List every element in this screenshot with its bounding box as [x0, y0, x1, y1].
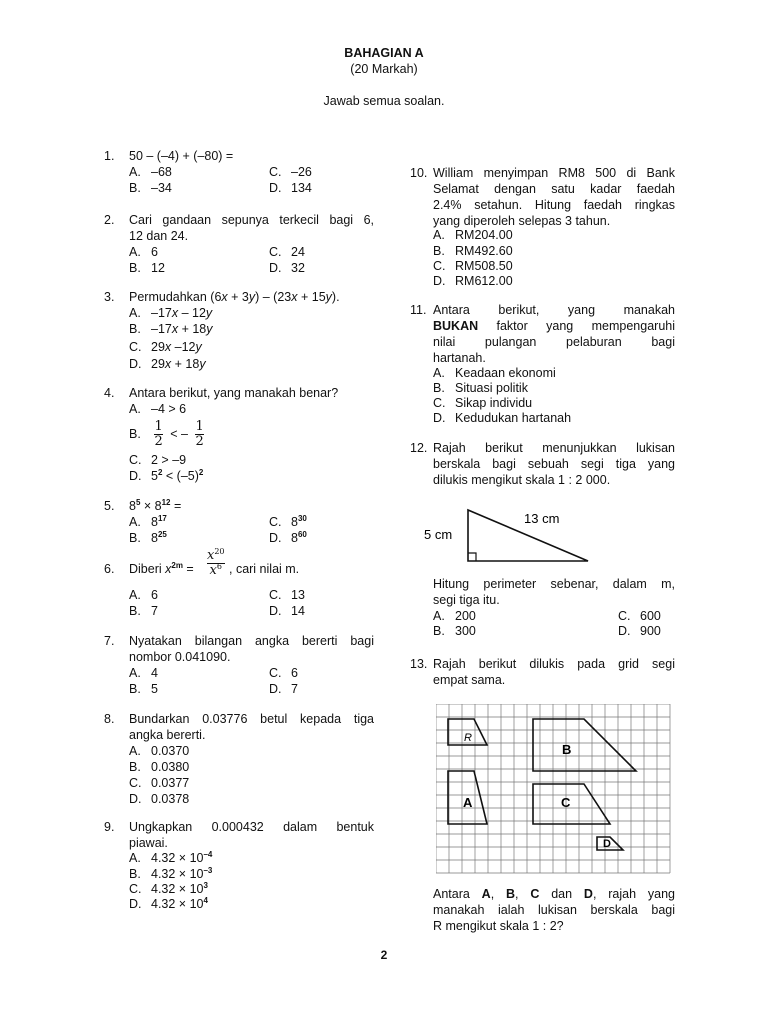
question-number: 10.: [410, 166, 428, 180]
option-d: D. 0.0378: [129, 792, 190, 806]
question-text: , cari nilai m.: [229, 562, 300, 576]
option-b: B. 7: [129, 604, 158, 618]
option-b: B. $\frac{1}{2}$ < – $\frac{1}{2}$: [129, 419, 204, 449]
question-text: Rajah berikut menunjukkan lukisan: [433, 441, 675, 455]
question-text: Ungkapkan 0.000432 dalam bentuk: [129, 820, 374, 834]
option-b: B. –34: [129, 181, 172, 195]
question-13: [410, 657, 675, 937]
option-c: C. $4.32 \times 10^3$: [129, 881, 208, 896]
question-text: piawai.: [129, 836, 168, 850]
option-c: C. 0.0377: [129, 776, 190, 790]
question-text: BUKAN faktor yang mempengaruhi: [433, 319, 675, 333]
option-c: C. $8^{30}$: [269, 514, 307, 529]
section-title: BAHAGIAN A: [344, 46, 424, 60]
option-a: A. 200: [433, 609, 476, 623]
question-text: $8^5 \times 8^{12}$ =: [129, 498, 182, 513]
option-a: A. –68: [129, 165, 172, 179]
question-12: [410, 441, 675, 641]
option-c: C. 6: [269, 666, 298, 680]
question-number: 8.: [104, 712, 115, 726]
instruction: Jawab semua soalan.: [323, 94, 445, 108]
question-text: Selamat dengan satu kadar faedah: [433, 182, 675, 196]
option-a: A. 6: [129, 245, 158, 259]
triangle-diagram: [420, 505, 595, 567]
fraction: $\frac{1}{2}$: [195, 419, 204, 449]
label-r: R: [464, 732, 472, 744]
option-b: B. RM492.60: [433, 244, 513, 258]
question-text: nombor 0.041090.: [129, 650, 231, 664]
side-label: 5 cm: [424, 527, 453, 542]
question-number: 6.: [104, 562, 115, 576]
question-number: 7.: [104, 634, 115, 648]
option-b: B. Situasi politik: [433, 381, 528, 395]
fraction: $x^{20}$ $x^6$: [207, 547, 225, 578]
option-c: C. 600: [618, 609, 661, 623]
option-d: D. $5^2 < (-5)^2$: [129, 468, 204, 483]
option-d: D. 134: [269, 181, 312, 195]
question-text: segi tiga itu.: [433, 593, 500, 607]
question-text: dilukis mengikut skala 1 : 2 000.: [433, 473, 611, 487]
option-a: A. –17x – 12y: [129, 306, 213, 320]
question-text: Permudahkan (6x + 3y) – (23x + 15y).: [129, 290, 340, 304]
question-text: 12 dan 24.: [129, 229, 189, 243]
question-text: Cari gandaan sepunya terkecil bagi 6,: [129, 213, 374, 227]
option-b: B. 0.0380: [129, 760, 190, 774]
question-text: 2.4% setahun. Hitung faedah ringkas: [433, 198, 675, 212]
square-grid-diagram: [436, 704, 672, 884]
option-d: D. 32: [269, 261, 305, 275]
question-text: Antara berikut, yang manakah benar?: [129, 386, 339, 400]
question-number: 9.: [104, 820, 115, 834]
option-a: A. 0.0370: [129, 744, 190, 758]
option-c: C. 2 > –9: [129, 453, 187, 467]
option-a: A. $4.32 \times 10^{-4}$: [129, 850, 213, 865]
question-number: 2.: [104, 213, 115, 227]
grid-lines: [436, 704, 670, 873]
question-text: Hitung perimeter sebenar, dalam m,: [433, 577, 675, 591]
option-b: B. $4.32 \times 10^{-3}$: [129, 866, 213, 881]
question-number: 12.: [410, 441, 428, 455]
option-d: D. Kedudukan hartanah: [433, 411, 572, 425]
option-d: D. 900: [618, 624, 661, 638]
option-b: B. 300: [433, 624, 476, 638]
question-text: berskala bagi sebuah segi tiga yang: [433, 457, 675, 471]
option-d: D. RM612.00: [433, 274, 513, 288]
question-text: angka bererti.: [129, 728, 206, 742]
page-number: 2: [380, 948, 388, 962]
option-c: C. 13: [269, 588, 305, 602]
shape-b: [533, 719, 636, 771]
question-number: 13.: [410, 657, 428, 671]
option-d: D. 7: [269, 682, 298, 696]
option-a: A. $8^{17}$: [129, 514, 167, 529]
option-d: D. 29x + 18y: [129, 357, 206, 371]
question-text: Bundarkan 0.03776 betul kepada tiga: [129, 712, 374, 726]
question-text: manakah ialah lukisan berskala bagi: [433, 903, 675, 917]
question-text: Diberi $x^{2m}$ =: [129, 561, 194, 576]
shape-c: [533, 784, 610, 824]
option-a: A. 6: [129, 588, 158, 602]
option-d: D. $4.32 \times 10^4$: [129, 896, 208, 911]
label-a: A: [463, 795, 473, 810]
option-b: B. 5: [129, 682, 158, 696]
label-d: D: [603, 838, 611, 850]
right-angle-marker: [468, 553, 476, 561]
question-text: hartanah.: [433, 351, 486, 365]
question-number: 5.: [104, 499, 115, 513]
option-b: B. –17x + 18y: [129, 322, 213, 336]
question-text: R mengikut skala 1 : 2?: [433, 919, 564, 933]
fraction: $\frac{1}{2}$: [154, 419, 163, 449]
option-d: D. 14: [269, 604, 305, 618]
option-c: C. 29x –12y: [129, 340, 202, 354]
question-number: 4.: [104, 386, 115, 400]
option-a: A. –4 > 6: [129, 402, 187, 416]
question-text: William menyimpan RM8 500 di Bank: [433, 166, 675, 180]
label-c: C: [561, 795, 571, 810]
option-c: C. RM508.50: [433, 259, 513, 273]
option-a: A. 4: [129, 666, 158, 680]
question-text: 50 – (–4) + (–80) =: [129, 149, 234, 163]
question-number: 1.: [104, 149, 115, 163]
question-number: 11.: [410, 303, 427, 317]
hypotenuse-label: 13 cm: [524, 511, 560, 526]
question-number: 3.: [104, 290, 115, 304]
question-text: Rajah berikut dilukis pada grid segi: [433, 657, 675, 671]
option-a: A. RM204.00: [433, 228, 513, 242]
option-a: A. Keadaan ekonomi: [433, 366, 556, 380]
option-d: D. $8^{60}$: [269, 530, 307, 545]
option-b: B. $8^{25}$: [129, 530, 167, 545]
question-text: empat sama.: [433, 673, 506, 687]
option-c: C. Sikap individu: [433, 396, 533, 410]
option-b: B. 12: [129, 261, 165, 275]
question-text: yang diperoleh selepas 3 tahun.: [433, 214, 611, 228]
question-text: Antara A, B, C dan D, rajah yang: [433, 887, 675, 901]
option-c: C. –26: [269, 165, 312, 179]
question-text: Nyatakan bilangan angka bererti bagi: [129, 634, 374, 648]
question-text: nilai pulangan pelaburan bagi: [433, 335, 675, 349]
question-6: [104, 549, 374, 619]
option-c: C. 24: [269, 245, 305, 259]
label-b: B: [562, 742, 572, 757]
question-text: Antara berikut, yang manakah: [433, 303, 675, 317]
section-marks: (20 Markah): [350, 62, 418, 76]
